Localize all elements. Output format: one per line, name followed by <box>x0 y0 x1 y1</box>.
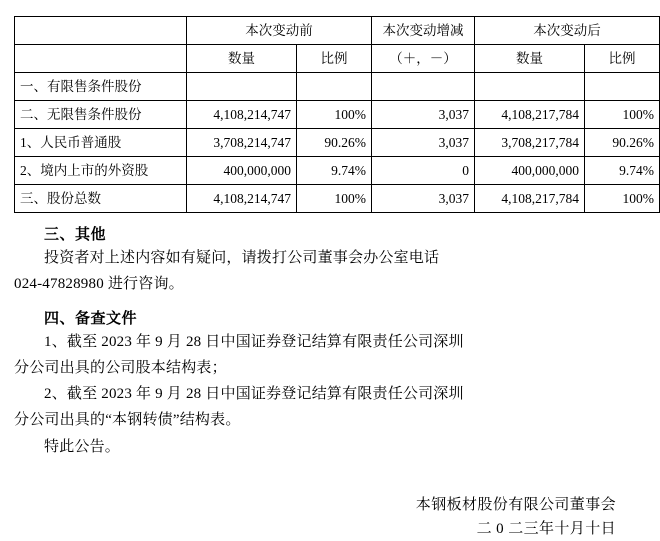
table-subheader-after-qty: 数量 <box>475 45 585 73</box>
section-title-documents: 四、备查文件 <box>44 310 138 327</box>
other-paragraph-line-2: 024-47828980 进行咨询。 <box>14 276 184 293</box>
table-group-before: 本次变动前 <box>187 17 372 45</box>
row-before-pct: 90.26% <box>297 129 372 157</box>
row-after-pct: 100% <box>585 101 660 129</box>
table-subheader-after-pct: 比例 <box>585 45 660 73</box>
row-before-pct <box>297 73 372 101</box>
row-change: 3,037 <box>372 101 475 129</box>
row-before-qty: 400,000,000 <box>187 157 297 185</box>
row-after-qty: 400,000,000 <box>475 157 585 185</box>
row-label: 一、有限售条件股份 <box>15 73 187 101</box>
table-subheader-before-pct: 比例 <box>297 45 372 73</box>
table-header-group-row <box>15 17 660 45</box>
row-change: 3,037 <box>372 129 475 157</box>
row-before-pct: 9.74% <box>297 157 372 185</box>
announcement-closing: 特此公告。 <box>44 438 121 455</box>
row-after-pct <box>585 73 660 101</box>
documents-paragraph-line-3: 2、截至 2023 年 9 月 28 日中国证券登记结算有限责任公司深圳 <box>44 386 464 402</box>
documents-paragraph-line-1: 1、截至 2023 年 9 月 28 日中国证券登记结算有限责任公司深圳 <box>44 333 464 350</box>
table-subheader-row <box>15 45 660 73</box>
documents-paragraph-line-2: 分公司出具的公司股本结构表； <box>14 359 227 376</box>
row-before-qty: 4,108,214,747 <box>187 185 297 213</box>
table-row <box>15 185 660 213</box>
row-after-pct: 9.74% <box>585 157 660 185</box>
row-after-qty: 3,708,217,784 <box>475 129 585 157</box>
table-row <box>15 157 660 185</box>
row-before-pct: 100% <box>297 101 372 129</box>
table-subheader-before-qty: 数量 <box>187 45 297 73</box>
row-label: 三、股份总数 <box>15 185 187 213</box>
table-group-after: 本次变动后 <box>475 17 660 45</box>
row-after-qty: 4,108,217,784 <box>475 185 585 213</box>
other-paragraph-line-1: 投资者对上述内容如有疑问，请拨打公司董事会办公室电话 <box>44 250 440 266</box>
row-label: 2、境内上市的外资股 <box>15 157 187 185</box>
row-label: 1、人民币普通股 <box>15 129 187 157</box>
row-label: 二、无限售条件股份 <box>15 101 187 129</box>
row-change: 0 <box>372 157 475 185</box>
row-before-qty: 3,708,214,747 <box>187 129 297 157</box>
row-after-qty <box>475 73 585 101</box>
section-title-other: 三、其他 <box>44 227 107 243</box>
table-row <box>15 101 660 129</box>
row-before-qty: 4,108,214,747 <box>187 101 297 129</box>
row-before-qty <box>187 73 297 101</box>
row-after-qty: 4,108,217,784 <box>475 101 585 129</box>
share-change-table <box>14 16 660 213</box>
row-after-pct: 100% <box>585 185 660 213</box>
signature-block <box>14 493 646 541</box>
row-after-pct: 90.26% <box>585 129 660 157</box>
signature-date: 二 0 二三年十月十日 <box>476 520 616 537</box>
table-corner-cell <box>15 17 187 45</box>
table-subheader-blank <box>15 45 187 73</box>
table-row <box>15 129 660 157</box>
row-change: 3,037 <box>372 185 475 213</box>
table-group-change: 本次变动增减 <box>372 17 475 45</box>
table-row <box>15 73 660 101</box>
signature-company: 本钢板材股份有限公司董事会 <box>415 496 616 513</box>
row-before-pct: 100% <box>297 185 372 213</box>
row-change <box>372 73 475 101</box>
table-subheader-change: （＋，－） <box>372 45 475 73</box>
documents-paragraph-line-4: 分公司出具的“本钢转债”结构表。 <box>14 412 241 429</box>
